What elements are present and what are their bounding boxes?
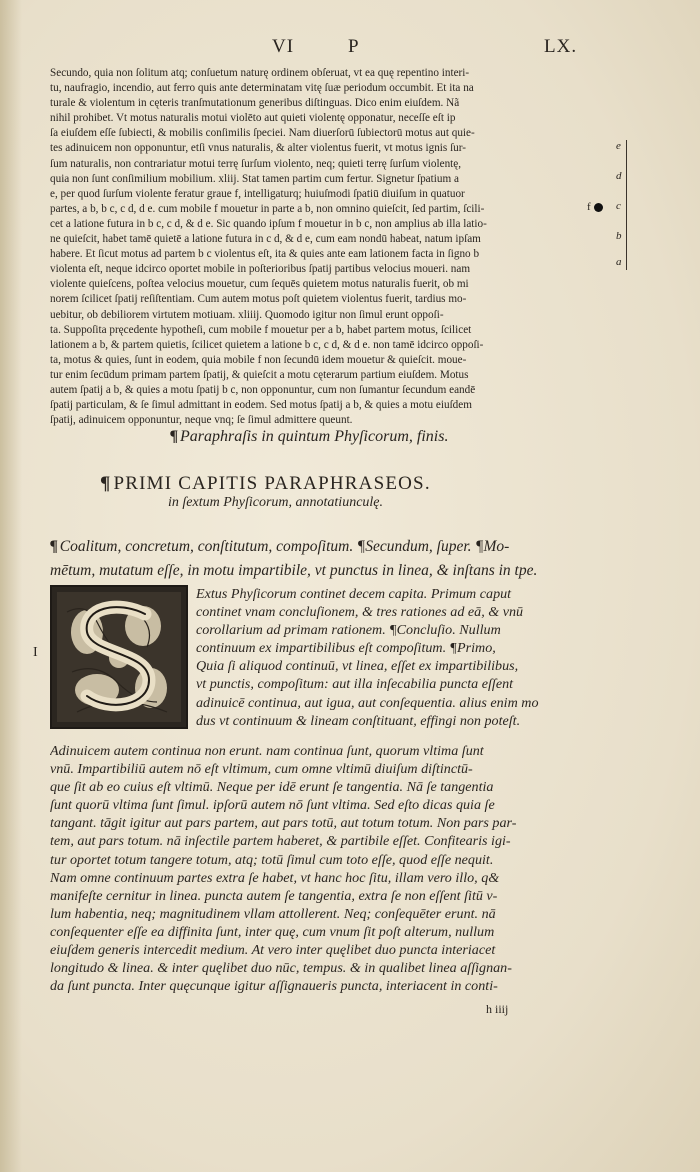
body-dot-icon [594, 203, 603, 212]
text-line: da ſunt puncta. Inter quęcunque igitur aſſignaueris puncta, interiacent in conti- [50, 978, 498, 995]
gutter-shadow [0, 0, 22, 1172]
terms-line-text: Coalitum, concretum, conſtitutum, compoſitum. ¶Secundum, ſuper. ¶Mo- [59, 538, 510, 555]
text-line: tu, naufragio, incendio, aut ferro quis ante determinatam vitę ſuæ periodum occumbit. Et ita na [50, 82, 474, 95]
header-book-number: VI [272, 36, 295, 57]
text-line: ſum naturalis, non contrariatur motui terrę ſurſum violento, neq; quieti terrę ſurſum violentę, [50, 157, 462, 170]
body-beside-initial [196, 585, 578, 730]
header-gathering-mark: P [348, 36, 360, 57]
text-line: continuum ex impartibilibus eſt compoſitum. ¶Primo, [196, 640, 496, 657]
margin-letter: a [616, 256, 622, 268]
paraphrasis-end-text: Paraphraſis in quintum Phyſicorum, finis. [180, 428, 449, 445]
text-line: uebitur, ob debiliorem virtutem motiuam. xliiij. Quomodo igitur non ſimul erunt oppoſi- [50, 308, 444, 321]
text-line: dus vt continuum & lineam conſtituant, effingi non poteſt. [196, 712, 521, 729]
text-line: tes adinuicem non opponuntur, etſi vnus naturalis, & alter violentus fuerit, vt motus ignis ſur- [50, 142, 466, 155]
text-line: e, per quod ſurſum violente feratur graue f, intelligaturq; huiuſmodi ſpatiū diuiſum in quatuor [50, 187, 465, 200]
text-line: longitudo & linea. & inter quęlibet duo nūc, tempus. & in qualibet linea aſſignan- [50, 960, 512, 977]
text-line: habere. Et ſicut motus ad partem b c violentus eſt, ita & quies ante eam lationem facta in ſigno b [50, 248, 480, 261]
text-line: norem ſcilicet ſpatij reſiſtentiam. Cum autem motus poſt quietem violentus fuerit, tardius mo- [50, 293, 467, 306]
text-line: lationem a b, & partem quietis, ſcilicet quietem a latione b c, c d, & d e. non tamē idcirco oppoſi- [50, 338, 484, 351]
initial-woodcut [57, 592, 181, 722]
left-margin-mark: I [33, 645, 38, 660]
text-line: Extus Phyſicorum continet decem capita. Primum caput [196, 586, 512, 602]
text-line: ſunt quorū vltima ſunt ſimul. ipſorū autem nō ſunt vltima. Sed eſto dicas quia ſe [50, 797, 495, 814]
terms-gloss [50, 535, 580, 583]
margin-diagram [606, 140, 627, 270]
text-line: ſpatij, adinuicem opponuntur, neque vnq; ſe ſimul admittere queunt. [50, 414, 353, 427]
margin-body-marker [587, 201, 603, 213]
text-line: tur enim ſecūdum primam partem ſpatij, & quieſcit a motu cęterarum partium eiuſdem. Motus [50, 368, 469, 381]
paraphrasis-end-line [170, 428, 448, 446]
pilcrow-icon: ¶ [100, 473, 112, 494]
text-line: cet a latione futura in b c, c d, & d e. Sic quando ipſum f mouetur in b c, non amplius ab illa latio- [50, 217, 487, 230]
text-line: tur oportet totum tangere totum, atq; totū ſimul cum toto eſſe, quod eſſe nequit. [50, 851, 494, 868]
terms-line: mētum, mutatum eſſe, in motu impartibile, vt punctus in linea, & inſtans in tpe. [50, 562, 538, 579]
pilcrow-icon: ¶ [170, 428, 178, 445]
text-line: ſpatij particulam, & ſe ſimul admittant in eodem. Sed motus ſpatij a b, & quies a motu eiuſdem [50, 399, 472, 412]
initial-letter: S [57, 592, 58, 593]
text-line: adinuicē continua, aut igua, aut conſequentia. alius enim mo [196, 694, 539, 711]
terms-line [50, 535, 580, 559]
text-line: ne quieſcit, habet tamē quietē a latione futura in c d, & d e, cum eam nondū habeat, natum ipſam [50, 233, 481, 246]
text-line: ſa eiuſdem eſſe ſubiecti, & mobilis conſimilis ſpeciei. Nam diuerſorū ſubiectorū motus aut quie- [50, 127, 475, 140]
text-line: Nam omne continuum partes extra ſe habet, vt hanc hoc ſitu, illam vero illo, q& [50, 869, 500, 886]
text-line: nihil prohibet. Vt motus naturalis motui violēto aut quieti violentę opponatur, neceſſe eſt ip [50, 112, 456, 125]
text-line: manifeſte cernitur in linea. puncta autem ſe tangentia, extra ſe non eſſent ſitū v- [50, 887, 498, 904]
text-line: violenta eſt, neque idcirco oportet mobile in poſterioribus ſpatij partibus velocius moueri. nam [50, 263, 471, 276]
text-line: continet vnam concluſionem, & tres rationes ad eā, & vnū [196, 604, 524, 621]
section-title [100, 473, 580, 495]
top-text-block [50, 66, 584, 428]
text-line: Secundo, quia non ſolitum atq; conſuetum naturę ordinem obſeruat, vt ea quę repentino interi- [50, 67, 470, 79]
section-title-text: PRIMI CAPITIS PARAPHRASEOS. [113, 473, 431, 494]
text-line: autem ſpatij a b, & quies a motu ſpatij b c, non opponuntur, cum non ſumantur ſecundum eandē [50, 383, 476, 396]
running-header [0, 36, 700, 60]
text-line: que ſit ab eo cuius eſt vltimū. Neque per idē erunt ſe tangentia. Nā ſe tangentia [50, 779, 494, 796]
signature-mark: h iiij [486, 1002, 509, 1016]
text-line: ta, motus & quies, ſunt in eodem, quia mobile f non ſecundū idem mouetur & quieſcit. moue- [50, 353, 467, 366]
margin-body-label: f [587, 201, 591, 213]
margin-letter: d [616, 170, 622, 182]
text-line: tangant. tāgit igitur aut pars partem, aut pars totū, aut totum totum. Non pars par- [50, 815, 517, 832]
body-full-width [50, 742, 576, 995]
text-line: eiuſdem generis intercedit medium. At vero inter quęlibet duo puncta interiacet [50, 942, 496, 959]
margin-letter: c [616, 200, 621, 212]
text-line: quia non ſunt conſimilium mobilium. xliij. Stat tamen partim cum fertur. Signetur ſpatium a [50, 172, 459, 185]
margin-letter: b [616, 230, 622, 242]
text-line: vnū. Impartibiliū autem nō eſt vltimum, cum omne vltimū diuiſum diſtinctū- [50, 761, 473, 778]
letter-s-overlay [57, 592, 181, 722]
text-line: turale & violentum in cęteris tranſmutationum generibus diſtinguas. Dico enim eiuſdem. Nã [50, 97, 460, 110]
text-line: Adinuicem autem continua non erunt. nam continua ſunt, quorum vltima ſunt [50, 743, 484, 759]
text-line: conſequenter eſſe ea diffinita ſunt, inter quę, cum vnum ſit poſt alterum, nullum [50, 923, 495, 940]
text-line: lum habentia, neq; magnitudinem vllam attollerent. Neq; conſequēter erunt. nā [50, 905, 496, 922]
decorated-initial [50, 585, 188, 729]
header-folio-number: LX. [544, 36, 578, 57]
text-line: corollarium ad primam rationem. ¶Concluſio. Nullum [196, 622, 501, 639]
text-line: partes, a b, b c, c d, d e. cum mobile f mouetur in parte a b, non omnino quieſcit, ſed partim, ſcili- [50, 202, 485, 215]
text-line: vt punctis, compoſitum: aut illa inſecabilia puncta eſſent [196, 676, 514, 693]
pilcrow-icon: ¶ [50, 538, 58, 555]
text-line: Quia ſi aliquod continuū, vt linea, eſſet ex impartibilibus, [196, 658, 519, 675]
margin-letter: e [616, 140, 621, 152]
text-line: ta. Suppoſita pręcedente hypotheſi, cum mobile f mouetur per a b, habet partem motus, ſcilicet [50, 323, 472, 336]
text-line: violente quieſcens, poſtea velocius mouetur, cum ſequēs quietem motus naturalis fuerit, ob mi [50, 278, 469, 291]
text-line: tem, aut pars totum. nā inſectile partem haberet, & partibile eſſet. Confitearis igi- [50, 833, 511, 850]
section-subtitle: in ſextum Phyſicorum, annotatiunculę. [168, 495, 384, 510]
